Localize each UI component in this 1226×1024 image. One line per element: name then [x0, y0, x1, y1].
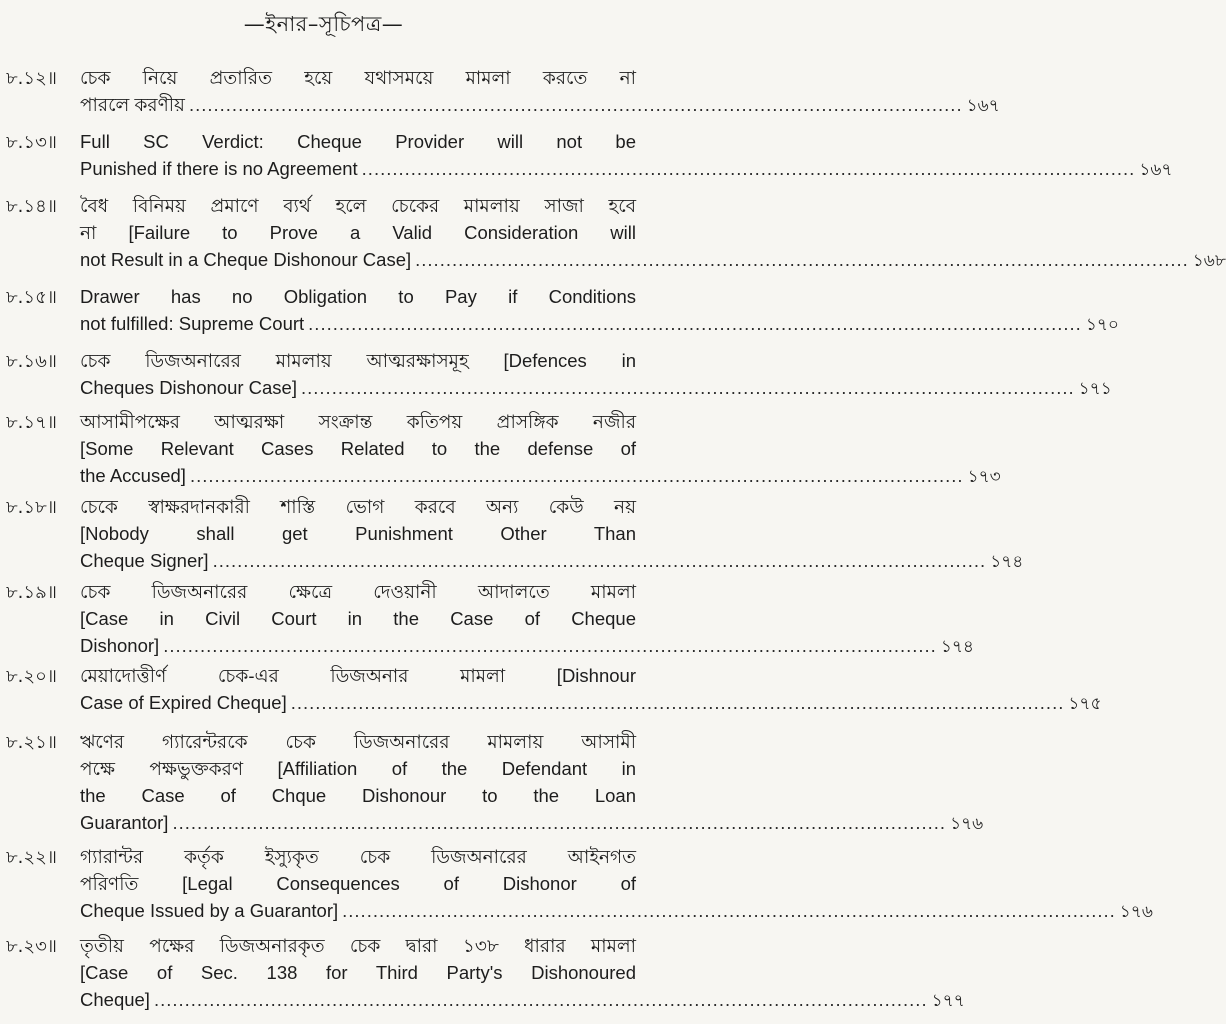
section-number: ৮.১২॥ — [6, 68, 57, 89]
entry-last-line — [80, 246, 1226, 273]
entry-line: [Some Relevant Cases Related to the defense of — [80, 438, 636, 459]
entry-text — [80, 283, 1119, 337]
entry-text — [80, 408, 1001, 489]
entry-text — [80, 843, 1153, 924]
entry-last-line — [80, 91, 1000, 118]
page-number: ১৭১ — [1078, 379, 1112, 399]
entry-line: Case of Expired Cheque] — [80, 692, 287, 713]
entry-line: Cheque] — [80, 989, 150, 1010]
entry-last-line — [80, 897, 1153, 924]
dot-leader: .............................................................................................................................. — [308, 313, 1082, 334]
entry-line: Drawer has no Obligation to Pay if Conditions — [80, 286, 636, 307]
section-number: ৮.১৭॥ — [6, 412, 57, 433]
section-number: ৮.১৩॥ — [6, 132, 57, 153]
section-number: ৮.১৬॥ — [6, 351, 57, 372]
section-number: ৮.১৫॥ — [6, 287, 57, 308]
page-number: ১৭৫ — [1068, 694, 1102, 714]
entry-text — [80, 128, 1173, 182]
page-number: ১৭৪ — [940, 637, 974, 657]
entry-line: [Case in Civil Court in the Case of Cheque — [80, 608, 636, 629]
entry-text — [80, 578, 974, 659]
entry-line: মেয়াদোত্তীর্ণ চেক-এর ডিজঅনার মামলা [Dishnour — [80, 665, 636, 686]
entry-last-line — [80, 986, 965, 1013]
entry-last-line — [80, 462, 1001, 489]
entry-line: not Result in a Cheque Dishonour Case] — [80, 249, 412, 270]
dot-leader: .............................................................................................................................. — [163, 635, 937, 656]
section-number: ৮.২৩॥ — [6, 936, 57, 957]
dot-leader: .............................................................................................................................. — [189, 465, 964, 486]
entry-line: the Case of Chque Dishonour to the Loan — [80, 785, 636, 806]
page-number: ১৭৬ — [950, 814, 984, 834]
dot-leader: .............................................................................................................................. — [153, 989, 928, 1010]
page-number: ১৬৭ — [1139, 160, 1173, 180]
entry-line: বৈধ বিনিময় প্রমাণে ব্যর্থ হলে চেকের মামলায় সাজা হবে — [80, 195, 636, 216]
page-number: ১৭৭ — [931, 991, 965, 1011]
entry-line: তৃতীয় পক্ষের ডিজঅনারকৃত চেক দ্বারা ১৩৮ ধারার মামলা — [80, 935, 636, 956]
entry-line: চেক ডিজঅনারের ক্ষেত্রে দেওয়ানী আদালতে মামলা — [80, 581, 636, 602]
section-number: ৮.১৯॥ — [6, 582, 57, 603]
entry-last-line — [80, 310, 1119, 337]
entry-last-line — [80, 155, 1173, 182]
entry-text — [80, 932, 965, 1013]
page-number: ১৭৬ — [1119, 902, 1153, 922]
section-number: ৮.২০॥ — [6, 666, 57, 687]
entry-text — [80, 728, 984, 836]
entry-line: পরিণতি [Legal Consequences of Dishonor of — [80, 873, 636, 894]
entry-line: [Case of Sec. 138 for Third Party's Dishonoured — [80, 962, 636, 983]
entry-line: Punished if there is no Agreement — [80, 158, 358, 179]
entry-last-line — [80, 374, 1112, 401]
dot-leader: .............................................................................................................................. — [342, 900, 1116, 921]
dot-leader: .............................................................................................................................. — [172, 812, 947, 833]
entry-text — [80, 192, 1226, 273]
entry-last-line — [80, 547, 1024, 574]
page-number: ১৭০ — [1085, 315, 1119, 335]
entry-line: [Nobody shall get Punishment Other Than — [80, 523, 636, 544]
entry-line: Cheque Signer] — [80, 550, 209, 571]
dot-leader: .............................................................................................................................. — [290, 692, 1065, 713]
entry-text — [80, 493, 1024, 574]
page-number: ১৭৪ — [990, 552, 1024, 572]
entry-line: the Accused] — [80, 465, 186, 486]
entry-text — [80, 347, 1112, 401]
section-number: ৮.১৮॥ — [6, 497, 57, 518]
entry-line: না [Failure to Prove a Valid Consideration will — [80, 222, 636, 243]
entry-line: পারলে করণীয় — [80, 94, 185, 115]
dot-leader: .............................................................................................................................. — [188, 94, 963, 115]
entry-line: Guarantor] — [80, 812, 169, 833]
page-number: ১৬৭ — [966, 96, 1000, 116]
page-number: ১৬৮ — [1192, 251, 1226, 271]
entry-last-line — [80, 809, 984, 836]
entry-line: Cheques Dishonour Case] — [80, 377, 297, 398]
dot-leader: .............................................................................................................................. — [212, 550, 987, 571]
entry-line: Dishonor] — [80, 635, 160, 656]
entry-line: চেক নিয়ে প্রতারিত হয়ে যথাসময়ে মামলা করতে না — [80, 67, 636, 88]
page-number: ১৭৩ — [967, 467, 1001, 487]
entry-line: চেক ডিজঅনারের মামলায় আত্মরক্ষাসমূহ [Defences in — [80, 350, 636, 371]
entry-last-line — [80, 689, 1102, 716]
entry-line: পক্ষে পক্ষভুক্তকরণ [Affiliation of the Defendant in — [80, 758, 636, 779]
entry-text — [80, 64, 1000, 118]
entry-line: Full SC Verdict: Cheque Provider will not be — [80, 131, 636, 152]
dot-leader: .............................................................................................................................. — [361, 158, 1136, 179]
entry-line: Cheque Issued by a Guarantor] — [80, 900, 339, 921]
section-number: ৮.১৪॥ — [6, 196, 57, 217]
entry-text — [80, 662, 1102, 716]
entry-last-line — [80, 632, 974, 659]
dot-leader: .............................................................................................................................. — [301, 377, 1075, 398]
page-title: —ইনার–সূচিপত্র— — [243, 12, 404, 36]
entry-line: ঋণের গ্যারেন্টরকে চেক ডিজঅনারের মামলায় আসামী — [80, 731, 636, 752]
section-number: ৮.২১॥ — [6, 732, 57, 753]
entry-line: আসামীপক্ষের আত্মরক্ষা সংক্রান্ত কতিপয় প্রাসঙ্গিক নজীর — [80, 411, 636, 432]
entry-line: not fulfilled: Supreme Court — [80, 313, 305, 334]
section-number: ৮.২২॥ — [6, 847, 57, 868]
entry-line: চেকে স্বাক্ষরদানকারী শাস্তি ভোগ করবে অন্য কেউ নয় — [80, 496, 636, 517]
dot-leader: .............................................................................................................................. — [415, 249, 1189, 270]
entry-line: গ্যারান্টর কর্তৃক ইস্যুকৃত চেক ডিজঅনারের আইনগত — [80, 846, 636, 867]
